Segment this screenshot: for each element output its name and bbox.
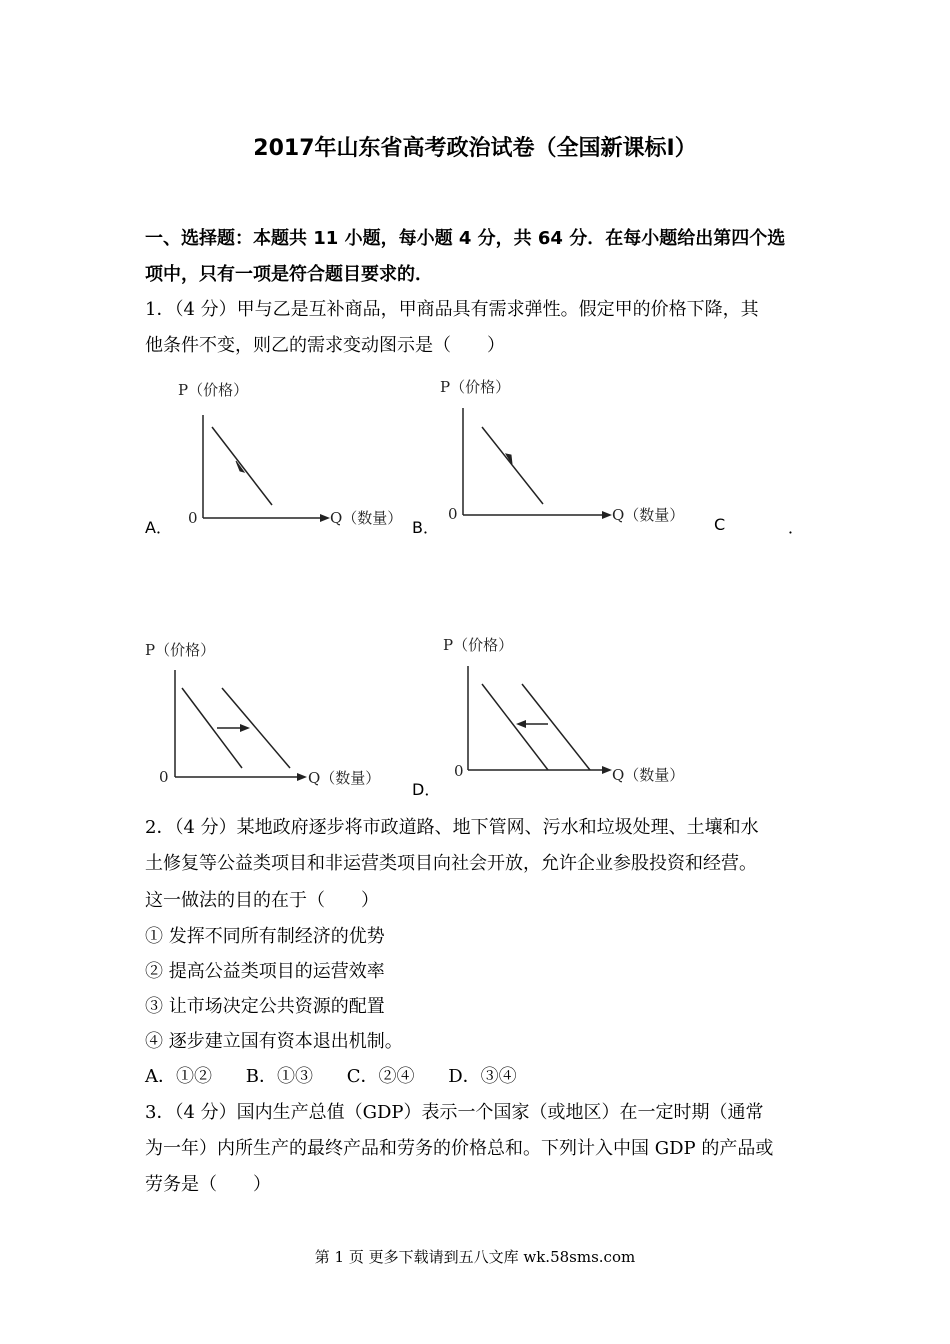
graph-d-y-label: P（价格）	[443, 636, 514, 654]
q2-item-1: ① 发挥不同所有制经济的优势	[145, 926, 385, 947]
graph-c-y-label: P（价格）	[145, 641, 216, 659]
q1-option-b-label: B．	[412, 518, 439, 537]
page-title: 2017年山东省高考政治试卷（全国新课标Ⅰ）	[253, 136, 697, 161]
section-heading-line2: 项中，只有一项是符合题目要求的．	[145, 264, 433, 285]
page-footer: 第 1 页 更多下载请到五八文库 wk.58sms.com	[314, 1248, 636, 1266]
graph-c-right-arrow	[240, 724, 250, 732]
q1-option-c-dot: ．	[788, 518, 805, 537]
graph-a-y-label: P（价格）	[178, 381, 249, 399]
graph-c-x-label: Q（数量）	[308, 769, 381, 787]
q2-text-line1: 2．（4 分）某地政府逐步将市政道路、地下管网、污水和垃圾处理、土壤和水	[145, 817, 759, 838]
graph-b-demand-curve	[482, 427, 543, 504]
graph-c	[140, 635, 400, 795]
graph-a	[170, 375, 420, 535]
q1-text-line1: 1．（4 分）甲与乙是互补商品，甲商品具有需求弹性。假定甲的价格下降，其	[145, 299, 759, 320]
q2-text-line2: 土修复等公益类项目和非运营类项目向社会开放，允许企业参股投资和经营。	[145, 853, 757, 874]
graph-d-origin: 0	[454, 762, 464, 780]
graph-b	[440, 372, 690, 532]
q2-item-4: ④ 逐步建立国有资本退出机制。	[145, 1031, 403, 1052]
q1-option-c-label: C	[714, 515, 726, 534]
section-heading-line1: 一、选择题：本题共 11 小题，每小题 4 分，共 64 分．在每小题给出第四个选	[145, 228, 786, 249]
graph-d	[440, 628, 700, 788]
graph-c-origin: 0	[159, 768, 169, 786]
graph-d-curve-1	[482, 684, 548, 770]
graph-b-x-label: Q（数量）	[612, 506, 685, 524]
graph-a-origin: 0	[188, 509, 198, 527]
q2-answer-d: D．③④	[448, 1066, 517, 1087]
graph-b-y-label: P（价格）	[440, 378, 511, 396]
q1-option-d-label: D．	[412, 780, 441, 799]
q2-item-2: ② 提高公益类项目的运营效率	[145, 961, 385, 982]
q2-item-3: ③ 让市场决定公共资源的配置	[145, 996, 385, 1017]
graph-a-demand-curve	[212, 427, 272, 505]
q3-text-line2: 为一年）内所生产的最终产品和劳务的价格总和。下列计入中国 GDP 的产品或	[145, 1138, 774, 1159]
q2-answer-b: B．①③	[245, 1066, 313, 1087]
q2-answer-options	[145, 1062, 545, 1088]
q2-answer-a: A．①②	[145, 1066, 212, 1087]
graph-d-curve-2	[522, 684, 590, 770]
graph-d-x-label: Q（数量）	[612, 766, 685, 784]
q2-answer-c: C．②④	[346, 1066, 415, 1087]
q3-text-line1: 3．（4 分）国内生产总值（GDP）表示一个国家（或地区）在一定时期（通常	[145, 1102, 764, 1123]
graph-b-origin: 0	[448, 505, 458, 523]
q1-option-a-label: A．	[145, 518, 172, 537]
graph-d-left-arrow	[516, 720, 526, 728]
q2-text-line3: 这一做法的目的在于（ ）	[145, 890, 379, 911]
q3-text-line3: 劳务是（ ）	[145, 1174, 271, 1195]
q1-text-line2: 他条件不变，则乙的需求变动图示是（ ）	[145, 335, 505, 356]
graph-a-x-label: Q（数量）	[330, 509, 403, 527]
